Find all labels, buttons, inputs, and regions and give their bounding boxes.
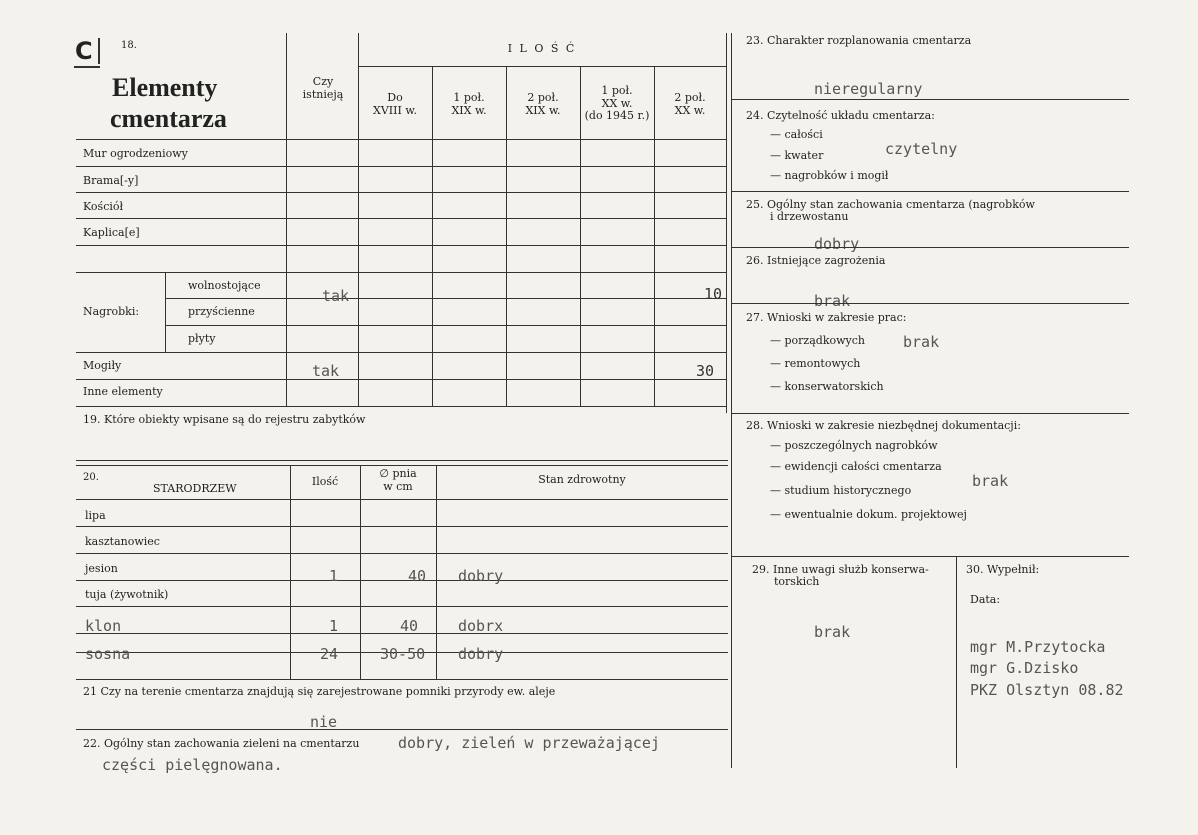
divider [76,192,726,193]
period-header: 1 poł. XIX w. [451,91,487,117]
typed-answer: brak [814,292,851,310]
row-label: wolnostojące [188,279,261,292]
typed-answer: części pielęgnowana. [102,756,283,774]
option: — kwater [770,149,824,162]
typed-answer: dobrx [458,617,504,635]
typed-answer: 40 [408,567,427,585]
divider [76,406,726,407]
typed-answer: 24 [320,645,339,663]
question-30: 30. Wypełnił: [966,563,1040,576]
period-header: 1 poł. XX w. (do 1945 r.) [584,84,650,123]
question-21: 21 Czy na terenie cmentarza znajdują się zarejestrowane pomniki przyrody ew. aleje [83,685,556,698]
divider [731,247,1129,248]
tree-name: kasztanowiec [85,535,160,548]
divider [76,580,728,581]
divider [76,465,728,466]
option: — poszczególnych nagrobków [770,439,938,452]
typed-answer: 30 [696,362,715,380]
typed-answer: 1 [329,567,339,585]
divider [76,139,726,140]
typed-answer: 1 [329,617,339,635]
divider [436,465,437,679]
typed-answer: czytelny [885,140,958,158]
col-header: Stan zdrowotny [538,473,626,486]
divider [76,679,728,680]
option: — konserwatorskich [770,380,884,393]
divider [358,33,359,406]
section-number: 20. [83,472,99,483]
trees-title: STARODRZEW [153,482,237,495]
typed-answer: sosna [85,645,131,663]
tree-name: jesion [85,562,118,575]
title-line2: cmentarza [110,104,227,133]
divider [76,272,726,273]
form-letter: C [75,37,93,65]
divider [165,298,726,299]
period-header: Do XVIII w. [373,91,417,117]
question-22: 22. Ogólny stan zachowania zieleni na cmentarzu [83,737,360,750]
divider [731,413,1129,414]
question-26: 26. Istniejące zagrożenia [746,254,886,267]
question-27: 27. Wnioski w zakresie prac: [746,311,907,324]
col-header: Ilość [311,475,339,488]
option: — porządkowych [770,334,865,347]
divider [360,465,361,679]
typed-answer: nieregularny [814,80,923,98]
typed-answer: 30-50 [380,645,426,663]
question-25: 25. Ogólny stan zachowania cmentarza (nagrobków [746,198,1035,211]
row-label: Nagrobki: [83,305,140,318]
tree-name: lipa [85,509,106,522]
option: — ewidencji całości cmentarza [770,460,942,473]
divider [76,460,728,461]
signature-line: mgr G.Dzisko [970,659,1079,677]
option: — remontowych [770,357,861,370]
row-label: Kościół [83,200,124,213]
option: — ewentualnie dokum. projektowej [770,508,967,521]
option: — całości [770,128,823,141]
divider [76,499,728,500]
date-label: Data: [970,593,1001,606]
divider [76,553,728,554]
divider [76,526,728,527]
divider [76,166,726,167]
col-header: ∅ pnia w cm [379,467,417,493]
typed-answer: brak [903,333,940,351]
col-quantity-header: I L O Ś Ć [507,42,577,55]
section-number: 18. [121,40,137,51]
period-header: 2 poł. XIX w. [525,91,561,117]
typed-answer: klon [85,617,122,635]
typed-answer: 10 [704,285,723,303]
divider [731,191,1129,192]
row-label: Mur ogrodzeniowy [83,147,188,160]
question-24: 24. Czytelność układu cmentarza: [746,109,935,122]
divider [76,606,728,607]
typed-answer: nie [310,713,338,731]
divider [76,218,726,219]
divider [731,33,732,768]
option: — nagrobków i mogił [770,169,889,182]
typed-answer: dobry, zieleń w przeważającej [398,734,660,752]
divider [165,325,726,326]
title-line1: Elementy [112,73,218,102]
divider [165,272,166,352]
typed-answer: dobry [458,567,504,585]
signature-line: PKZ Olsztyn 08.82 [970,681,1124,699]
typed-answer: dobry [814,235,860,253]
row-label: Mogiły [83,359,122,372]
divider [76,352,726,353]
typed-answer: brak [814,623,851,641]
question-25-cont: i drzewostanu [770,210,849,223]
question-29: 29. Inne uwagi służb konserwa- [752,563,929,576]
divider [726,33,727,413]
divider [286,33,287,406]
divider [731,303,1129,304]
option: — studium historycznego [770,484,912,497]
divider [290,465,291,679]
question-29-cont: torskich [774,575,820,588]
divider [76,729,728,730]
row-label: płyty [188,332,216,345]
typed-answer: dobry [458,645,504,663]
question-23: 23. Charakter rozplanowania cmentarza [746,34,972,47]
typed-answer: tak [312,362,340,380]
period-header: 2 poł. XX w. [674,91,706,117]
row-label: Inne elementy [83,385,163,398]
typed-answer: 40 [400,617,419,635]
divider [76,379,726,380]
tree-name: tuja (żywotnik) [85,588,169,601]
question-28: 28. Wnioski w zakresie niezbędnej dokumentacji: [746,419,1021,432]
row-label: Kaplica[e] [83,226,140,239]
typed-answer: tak [322,287,350,305]
row-label: Brama[-y] [83,174,139,187]
divider [76,245,726,246]
row-label: przyścienne [188,305,255,318]
divider [74,66,100,68]
divider [358,66,726,67]
signature-line: mgr M.Przytocka [970,638,1106,656]
typed-answer: brak [972,472,1009,490]
divider [98,38,100,64]
col-exists-header: Czy istnieją [302,75,344,101]
divider [731,556,1129,557]
divider [956,557,957,768]
question-19: 19. Które obiekty wpisane są do rejestru zabytków [83,413,366,426]
divider [731,99,1129,100]
